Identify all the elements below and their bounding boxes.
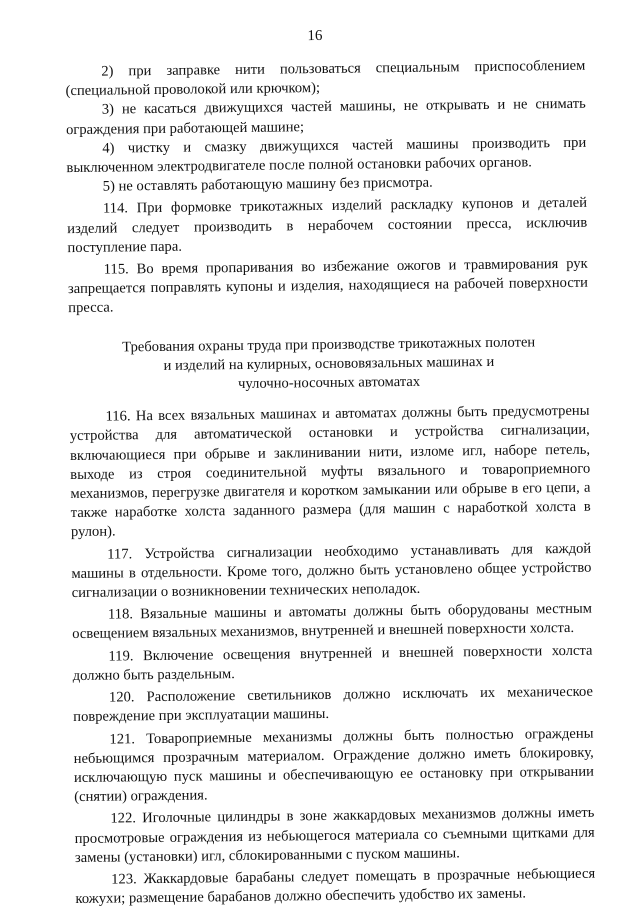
- paragraph-117: 117. Устройства сигнализации необходимо устанавливать для каждой машины в отдельности. Кроме того, должно быть установлено общее устройство сигнализации о возникновении технических неполадок.: [71, 540, 592, 602]
- paragraph-114: 114. При формовке трикотажных изделий раскладку купонов и деталей изделий следует производить в нерабочем состоянии пресса, исключив поступление пара.: [67, 195, 588, 256]
- paragraph-121: 121. Товароприемные механизмы должны быть полностью ограждены небьющимся прозрачным материалом. Ограждение должно иметь блокировку, исключающую пуск машины и обеспечивающую ее остановку при открывании (снятии) ограждения.: [73, 725, 595, 806]
- section-heading: [69, 332, 590, 396]
- section-heading-line-2: и изделий на кулирных, основовязальных машинах и: [163, 353, 495, 374]
- paragraph-116: 116. На всех вязальных машинах и автоматах должны быть предусмотрены устройства для автоматической остановки и устройства сигнализации, включающиеся при обрыве и заклинивании нити, изломе игл, наборе петель, выходе из строя соединительной муфты вязального и товароприемного механизмов, перегрузке двигателя и коротком замыкании или обрыве в его цепи, а также наработке холста заданного размера (для машин с наработкой холста в рулон).: [69, 402, 591, 541]
- section-heading-line-1: Требования охраны труда при производстве трикотажных полотен: [122, 334, 536, 356]
- paragraph-122: 122. Иголочные цилиндры в зоне жаккардовых механизмов должны иметь просмотровые ограждения из небьющегося материала со съемными щитками для замены (установки) игл, сблокированными с пуском машины.: [74, 804, 595, 866]
- document-body: [65, 57, 595, 910]
- paragraph-123: 123. Жаккардовые барабаны следует помещать в прозрачные небьющиеся кожухи; размещение барабанов должно обеспечить удобство их замены.: [75, 865, 596, 908]
- paragraph-item-5: 5) не оставлять работающую машину без присмотра.: [102, 174, 433, 195]
- page-number: 16: [307, 27, 323, 45]
- paragraph-119: 119. Включение освещения внутренней и внешней поверхности холста должно быть раздельным.: [72, 642, 593, 684]
- paragraph-item-3: 3) не касаться движущихся частей машины, не открывать и не снимать ограждения при работающей машине;: [65, 96, 586, 138]
- paragraph-item-4: 4) чистку и смазку движущихся частей машины производить при выключенном электродвигателе после полной остановки рабочих органов.: [66, 134, 587, 177]
- section-heading-line-3: чулочно-носочных автоматах: [238, 373, 421, 393]
- paragraph-item-2: 2) при заправке нити пользоваться специальным приспособлением (специальной проволокой или крючком);: [65, 57, 586, 100]
- paragraph-120: 120. Расположение светильников должно исключать их механическое повреждение при эксплуатации машины.: [73, 683, 594, 726]
- paragraph-118: 118. Вязальные машины и автоматы должны быть оборудованы местным освещением вязальных механизмов, внутренней и внешней поверхности холста.: [72, 600, 593, 643]
- paragraph-115: 115. Во время пропаривания во избежание ожогов и травмирования рук запрещается поправлять купоны и изделия, находящиеся на рабочей поверхности пресса.: [67, 255, 589, 317]
